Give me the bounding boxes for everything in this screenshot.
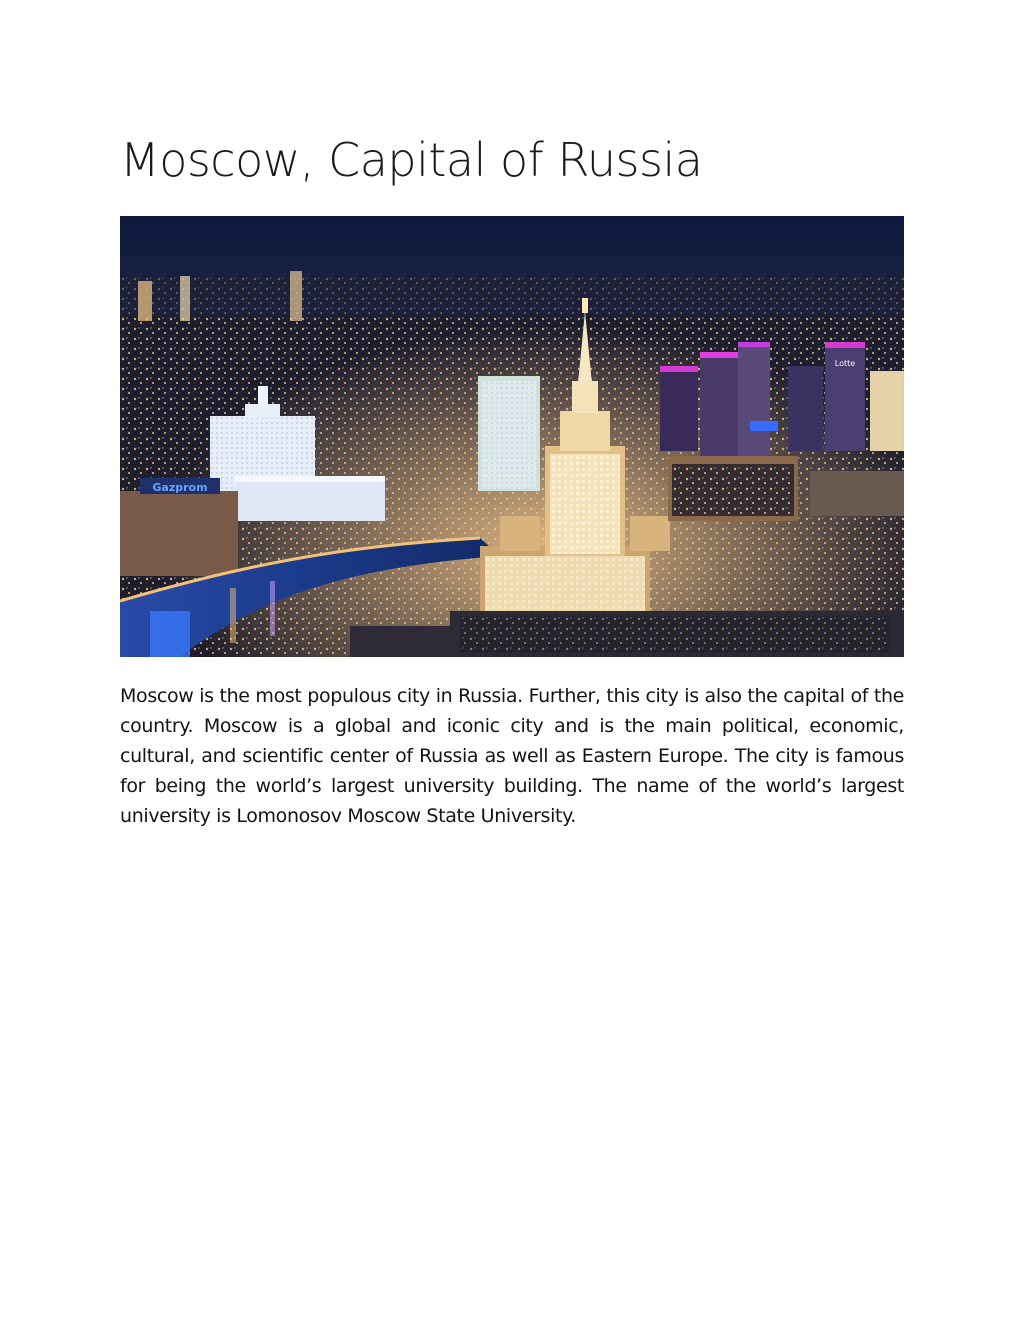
page-title: Moscow, Capital of Russia [120,133,703,187]
body-paragraph: Moscow is the most populous city in Russia. Further, this city is also the capital of the country. Moscow is a global and iconic city and is the main political, economic, cultural, and scientific center of Russia as well as Eastern Europe. The city is famous for being the world’s largest university building. The name of the world’s largest university is Lomonosov Moscow State University. [120,685,904,827]
moscow-night-photo [120,216,904,657]
gazprom-sign: Gazprom [152,481,208,494]
city-skyline-illustration [120,216,904,657]
lotte-sign: Lotte [834,359,856,368]
